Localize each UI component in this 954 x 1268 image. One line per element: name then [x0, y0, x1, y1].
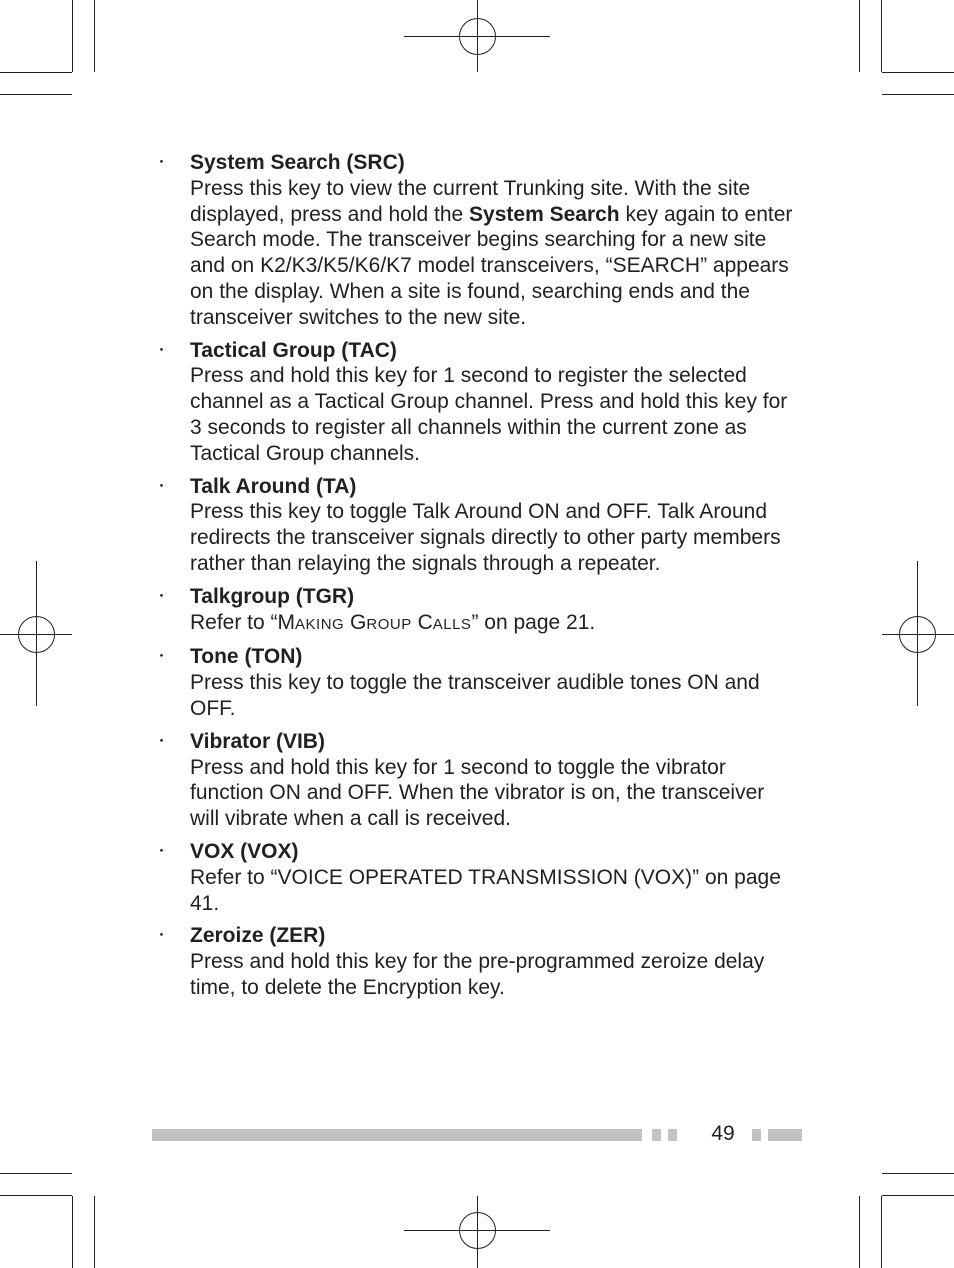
- bullet: ・: [154, 587, 170, 605]
- desc-part: G: [344, 610, 367, 634]
- list-item-zeroize: [154, 923, 794, 1000]
- item-description: Press and hold this key for 1 second to register the selected channel as a Tactical Group channel. Press and hold this key for 3 seconds to register all channels within the current zone as Tactical Group channels.: [190, 364, 788, 465]
- item-title: Tone (TON): [190, 645, 303, 669]
- bullet: ・: [154, 341, 170, 359]
- footer-square: [652, 1129, 661, 1141]
- item-description: Press and hold this key for 1 second to toggle the vibrator function ON and OFF. When the vibrator is on, the transceiver will vibrate when a call is received.: [190, 755, 765, 831]
- item-title: Tactical Group (TAC): [190, 338, 397, 362]
- list-item-talk-around: [154, 474, 794, 577]
- footer-square: [752, 1129, 761, 1141]
- bullet: ・: [154, 154, 170, 171]
- item-description: Press and hold this key for the pre-programmed zeroize delay time, to delete the Encryption key.: [190, 950, 765, 999]
- item-title: Talk Around (TA): [190, 474, 357, 498]
- bullet: ・: [154, 648, 170, 666]
- bullet: ・: [154, 842, 170, 860]
- item-title: System Search (SRC): [190, 151, 405, 174]
- bullet: ・: [154, 927, 170, 945]
- list-item-system-search: [154, 150, 794, 331]
- list-item-tone: [154, 644, 794, 721]
- desc-part: key again to enter Search mode. The transceiver begins searching for a new site and on K2/K3/K5/K6/K7 model transceivers, “SEARCH” appears on the display. When a site is found, searching ends and the transceiver switches to the new site.: [190, 202, 793, 329]
- desc-part: ” on page 21.: [471, 610, 596, 634]
- list-item-tactical-group: [154, 338, 794, 467]
- bullet: ・: [154, 732, 170, 750]
- list-item-talkgroup: [154, 584, 794, 638]
- list-item-vox: [154, 839, 794, 916]
- item-title: VOX (VOX): [190, 839, 299, 863]
- page-number: 49: [711, 1122, 735, 1145]
- item-description: [190, 176, 794, 331]
- desc-part: Refer to “: [190, 610, 278, 634]
- footer-bar-right: [768, 1129, 802, 1141]
- item-title: Vibrator (VIB): [190, 729, 325, 753]
- item-title: Zeroize (ZER): [190, 924, 326, 948]
- bold-reference: System Search: [469, 202, 620, 226]
- key-function-list: [154, 150, 794, 1008]
- small-caps-part: ROUP: [366, 615, 412, 633]
- item-description: Refer to “VOICE OPERATED TRANSMISSION (VOX)” on page 41.: [190, 865, 781, 915]
- footer-bar-left: [152, 1129, 642, 1141]
- desc-part: C: [411, 610, 433, 634]
- desc-part: M: [277, 610, 296, 634]
- item-title: Talkgroup (TGR): [190, 584, 355, 608]
- item-description: [190, 610, 794, 638]
- desc-part: Press this key to view the current Trunking site. With the site displayed, press and hold the: [190, 176, 751, 226]
- small-caps-part: ALLS: [432, 615, 472, 633]
- footer-square: [668, 1129, 677, 1141]
- small-caps-part: AKING: [295, 615, 345, 633]
- item-description: Press this key to toggle Talk Around ON and OFF. Talk Around redirects the transceiver signals directly to other party members rather than relaying the signals through a repeater.: [190, 500, 781, 575]
- item-description: Press this key to toggle the transceiver audible tones ON and OFF.: [190, 671, 760, 720]
- list-item-vibrator: [154, 729, 794, 832]
- bullet: ・: [154, 477, 170, 495]
